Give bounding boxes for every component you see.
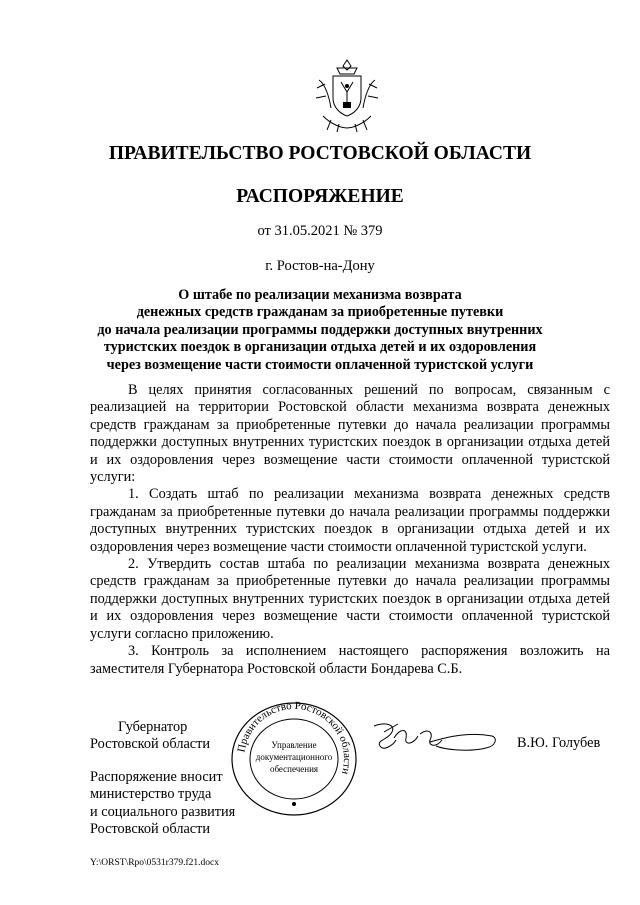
file-path: Y:\ORST\Rpo\0531r379.f21.docx <box>90 858 219 868</box>
item-3: 3. Контроль за исполнением настоящего распоряжения возложить на заместителя Губернатора Ростовской области Бондарева С.Б. <box>90 643 610 677</box>
stamp-inner-line: обеспечения <box>269 764 319 774</box>
handwritten-signature <box>370 718 500 758</box>
subject-line: до начала реализации программы поддержки доступных внутренних <box>97 321 543 338</box>
position-line: Губернатор <box>118 719 188 735</box>
subject-line: через возмещение части стоимости оплаченной туристской услуги <box>106 356 534 373</box>
item-1: 1. Создать штаб по реализации механизма возврата денежных средств гражданам за приобретенные путевки до начала реализации программы поддержки доступных внутренних туристских поездок в организации отдыха детей и их оздоровления через возмещение части стоимости оплаченной туристской услуги. <box>90 486 610 555</box>
subject-line: денежных средств гражданам за приобретенные путевки <box>136 304 504 321</box>
city: г. Ростов-на-Дону <box>265 258 375 274</box>
note-line: Распоряжение вносит <box>90 769 223 785</box>
document-body <box>90 382 610 678</box>
note-line: Ростовской области <box>90 821 211 838</box>
signatory-position <box>90 719 210 754</box>
position-line: Ростовской области <box>90 736 211 753</box>
note-line: и социального развития <box>90 803 236 820</box>
subject-line: туристских поездок в организации отдыха детей и их оздоровления <box>103 339 537 356</box>
date-number: от 31.05.2021 № 379 <box>257 223 383 239</box>
intro-paragraph: В целях принятия согласованных решений по вопросам, связанным с реализацией на территории Ростовской области механизма возврата денежных средств гражданам за приобретенные путевки до начала реализации программы поддержки доступных внутренних туристских поездок в организации отдыха детей и их оздоровления через возмещение части стоимости оплаченной туристской услуги: <box>90 382 610 486</box>
stamp-ring-text: Правительство Ростовской области <box>235 700 354 776</box>
stamp-inner-line: Управление <box>271 740 317 750</box>
signatory-name: В.Ю. Голубев <box>517 735 601 751</box>
coat-of-arms-icon <box>313 58 381 134</box>
official-stamp <box>228 700 360 818</box>
submitted-by-note <box>90 769 235 839</box>
subject-line: О штабе по реализации механизма возврата <box>178 287 462 303</box>
document-subject <box>0 287 640 374</box>
document-type: РАСПОРЯЖЕНИЕ <box>236 186 404 207</box>
organization-title: ПРАВИТЕЛЬСТВО РОСТОВСКОЙ ОБЛАСТИ <box>108 143 532 164</box>
item-2: 2. Утвердить состав штаба по реализации механизма возврата денежных средств гражданам за приобретенные путевки до начала реализации программы поддержки доступных внутренних туристских поездок в организации отдыха детей и их оздоровления через возмещение части стоимости оплаченной туристской услуги согласно приложению. <box>90 556 610 642</box>
stamp-inner-line: документационного <box>255 752 333 762</box>
note-line: министерство труда <box>90 786 212 803</box>
